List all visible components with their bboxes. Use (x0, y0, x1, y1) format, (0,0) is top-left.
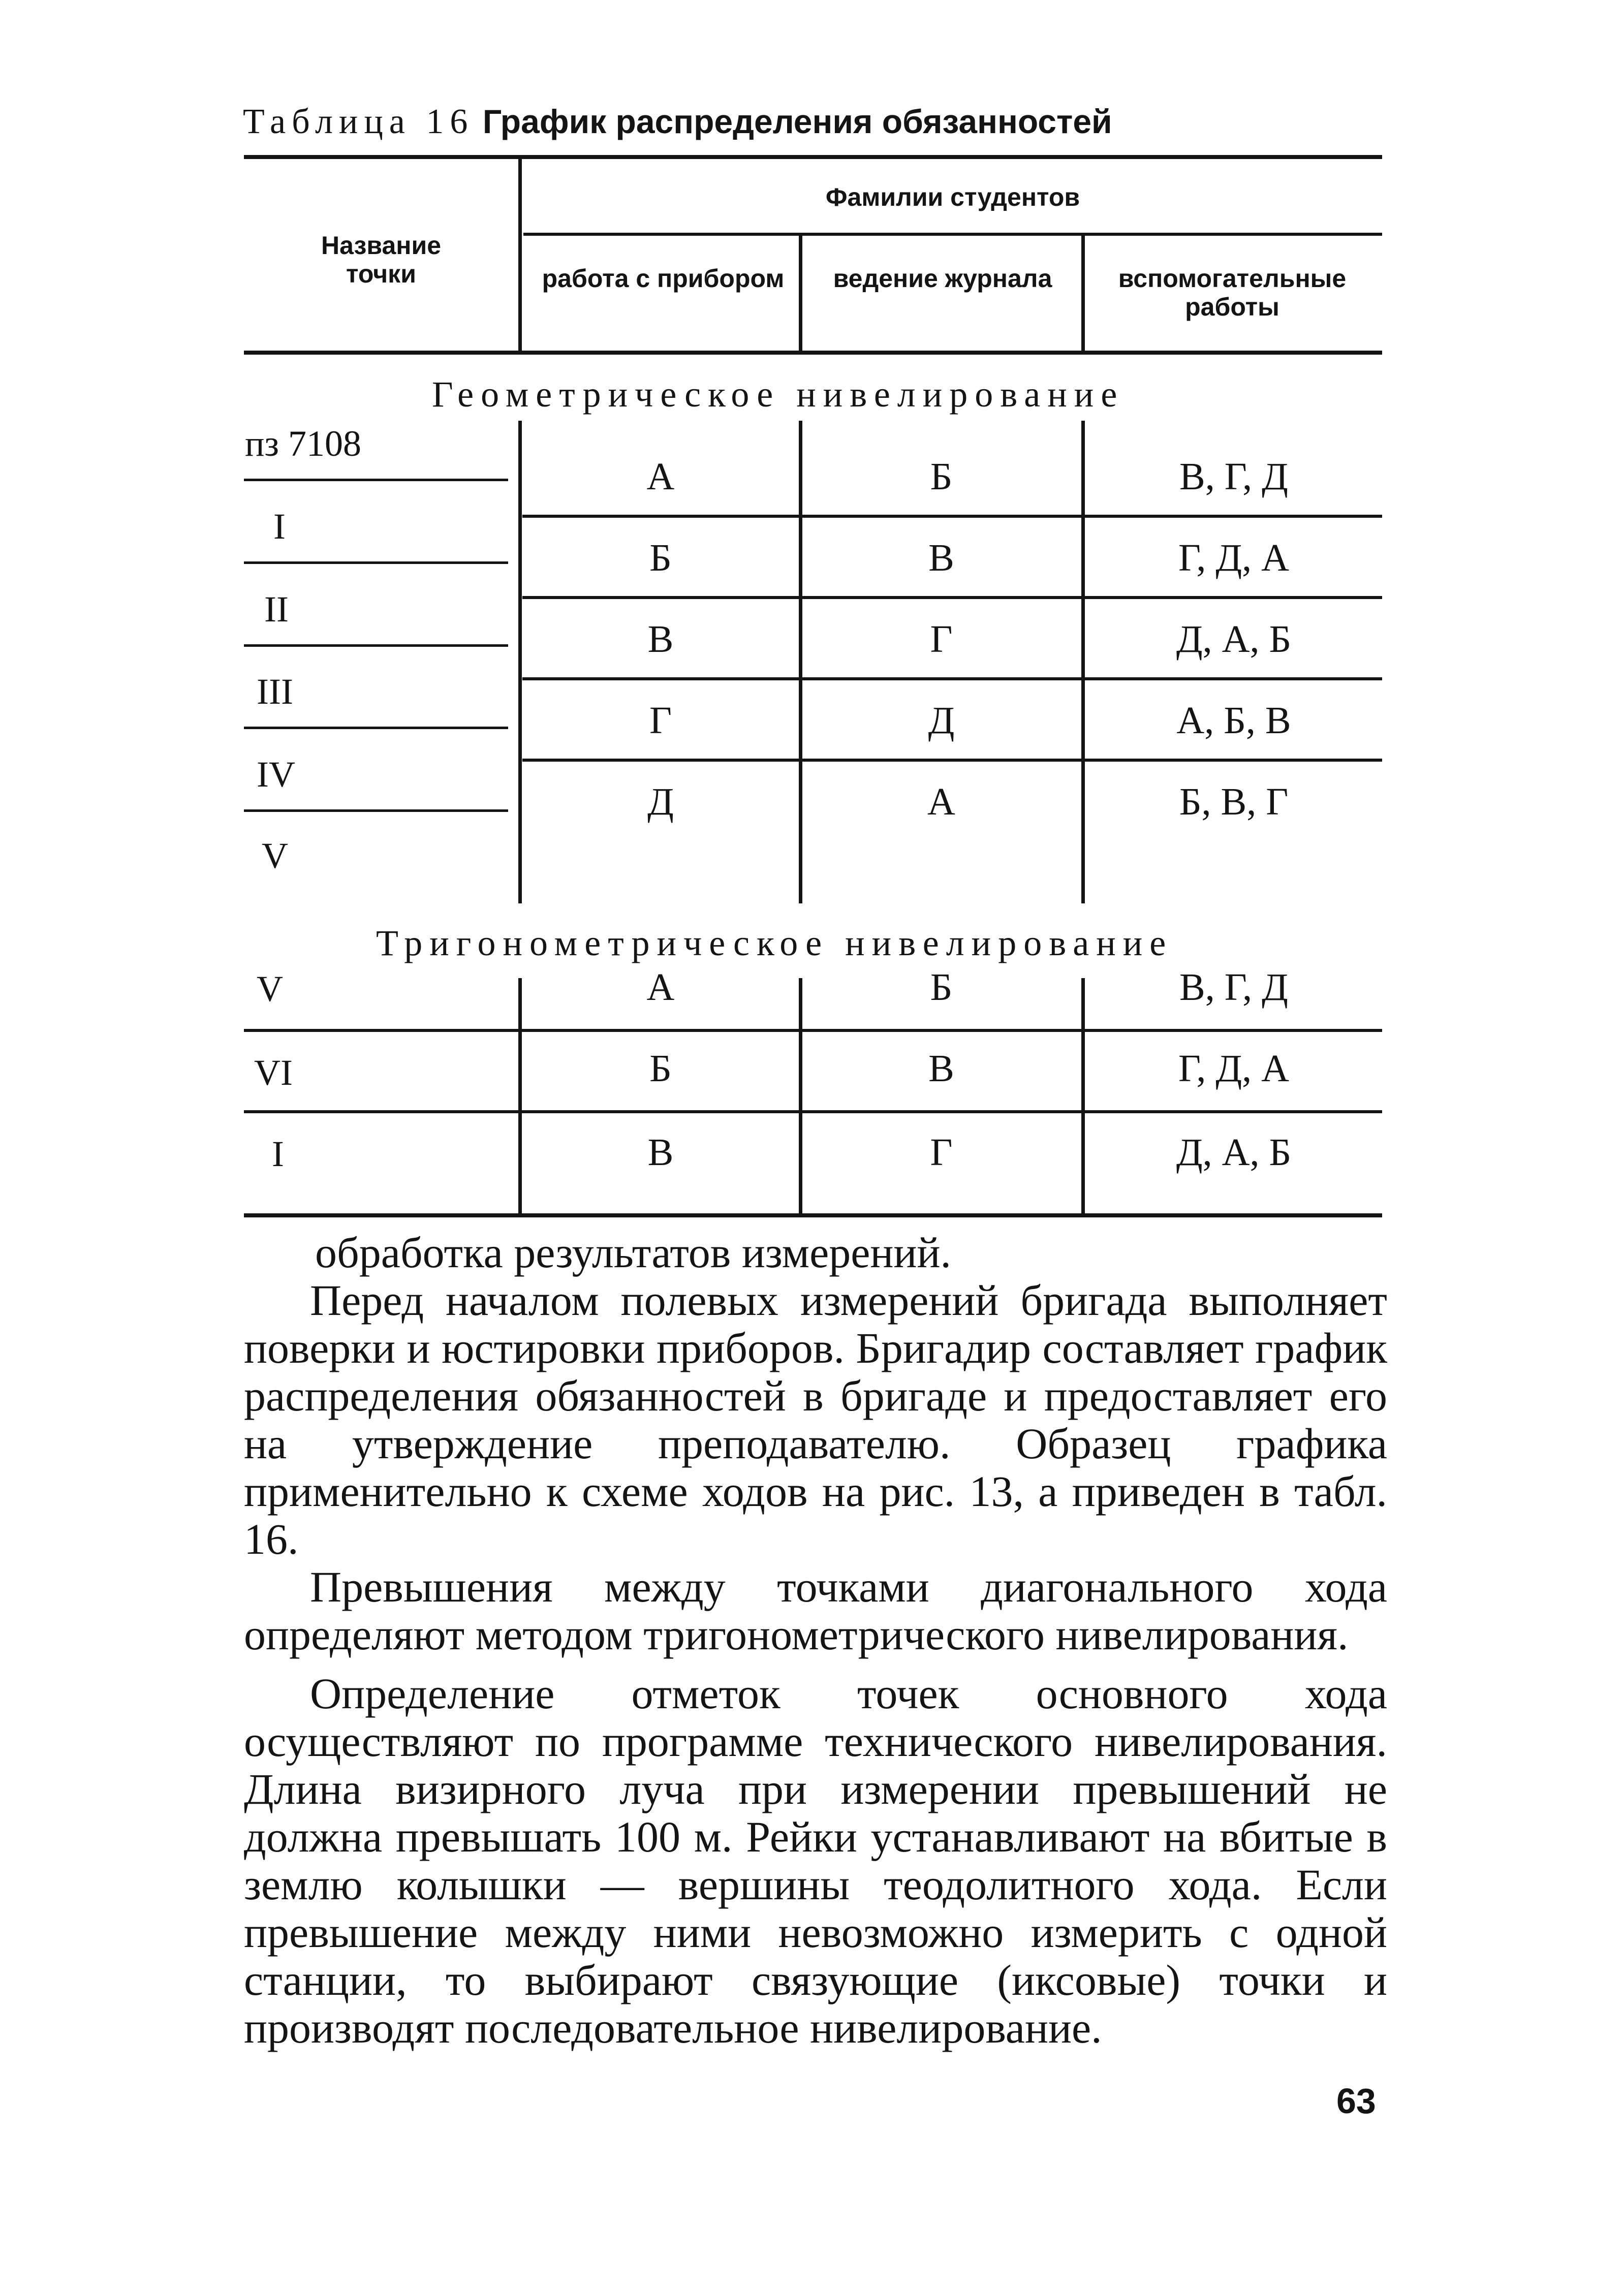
geo-cell: Г, Д, А (1178, 537, 1290, 579)
trig-divider-3 (1081, 978, 1085, 1214)
table-caption-title: График распределения обязанностей (482, 103, 1112, 140)
geo-cell: Б, В, Г (1179, 780, 1289, 823)
trig-point: VI (254, 1052, 293, 1093)
geo-divider-1 (518, 421, 522, 903)
trig-row-rule-1 (244, 1029, 1382, 1032)
header-col-journal: ведение журнала (833, 264, 1052, 293)
paragraph: Перед началом полевых измерений бригада выполняет поверки и юстировки приборов. Бригадир составляет график распределения обязанностей в бригаде и предоставляет его на утверждение преподавателю. Образец графика применительно к схеме ходов на рис. 13, а приведен в табл. 16. (244, 1276, 1387, 1563)
geo-cell: Д (928, 699, 955, 742)
geo-point: пз 7108 (245, 423, 361, 464)
paragraph: обработка результатов измерений. (315, 1228, 951, 1277)
geo-point: I (273, 506, 286, 547)
geo-cell: Б (930, 455, 953, 498)
trig-point: V (257, 968, 283, 1009)
header-divider-3 (1081, 236, 1085, 351)
geo-row-rule-1 (522, 515, 1382, 518)
geo-point-rule-3 (244, 644, 508, 647)
trig-cell: Б (930, 966, 953, 1009)
geo-point-rule-2 (244, 561, 508, 564)
geo-point: IV (257, 754, 295, 795)
geo-row-rule-3 (522, 677, 1382, 680)
trig-divider-2 (799, 978, 802, 1214)
geo-cell: Г (930, 618, 953, 661)
trig-cell: В, Г, Д (1179, 966, 1288, 1009)
table-caption (243, 102, 1112, 142)
page-number: 63 (1336, 2081, 1376, 2121)
trig-row-rule-2 (244, 1110, 1382, 1113)
trig-cell: Б (649, 1047, 672, 1090)
trig-divider-1 (518, 978, 522, 1214)
table-top-rule (244, 155, 1382, 159)
paragraph: Превышения между точками диагонального хода определяют методом тригонометрического нивелирования. (244, 1562, 1387, 1659)
geo-point-rule-5 (244, 809, 508, 812)
geo-cell: В (647, 618, 674, 661)
paragraph: Определение отметок точек основного хода осуществляют по программе технического нивелирования. Длина визирного луча при измерении превышений не должна превышать 100 м. Рейки устанавливают на вбитые в землю колышки — вершины теодолитного хода. Если превышение между ними невозможно измерить с одной станции, то выбирают связующие (иксовые) точки и производят последовательное нивелирование. (244, 1669, 1387, 2052)
trig-point: I (272, 1134, 284, 1174)
header-col-auxiliary: вспомогательные работы (1118, 264, 1347, 321)
geo-point: II (264, 589, 289, 630)
header-bottom-rule (244, 351, 1382, 355)
table-caption-label: Таблица 16 (243, 102, 474, 141)
geo-cell: Д (647, 780, 674, 823)
geo-divider-3 (1081, 421, 1085, 903)
header-divider-2 (799, 236, 802, 351)
geo-cell: В (928, 537, 954, 579)
geo-cell: Д, А, Б (1176, 618, 1292, 661)
trig-cell: В (928, 1047, 954, 1090)
trig-cell: В (647, 1131, 674, 1174)
table-bottom-rule (244, 1213, 1382, 1217)
geo-divider-2 (799, 421, 802, 903)
header-point-name: Название точки (321, 231, 441, 288)
geo-cell: А (646, 455, 675, 498)
geo-cell: Г (649, 699, 672, 742)
geo-point-rule-1 (244, 479, 508, 481)
geo-cell: В, Г, Д (1179, 455, 1288, 498)
geo-point: III (257, 671, 293, 712)
header-col-instrument: работа с прибором (542, 264, 785, 293)
trigonometric-section-title: Тригонометрическое нивелирование (376, 923, 1173, 963)
header-divider-1 (518, 159, 522, 351)
trig-cell: А (646, 966, 675, 1009)
header-students-group: Фамилии студентов (825, 183, 1080, 211)
header-subrule (523, 233, 1382, 236)
geo-cell: Б (649, 537, 672, 579)
geo-row-rule-2 (522, 596, 1382, 599)
geo-row-rule-4 (522, 759, 1382, 762)
geometric-section-title: Геометрическое нивелирование (432, 374, 1125, 415)
geo-point: V (262, 835, 288, 876)
geo-cell: А (927, 780, 955, 823)
trig-cell: Г (930, 1131, 953, 1174)
trig-cell: Д, А, Б (1176, 1131, 1292, 1174)
body-text (244, 1229, 1387, 2052)
trig-cell: Г, Д, А (1178, 1047, 1290, 1090)
geo-point-rule-4 (244, 727, 508, 729)
geo-cell: А, Б, В (1176, 699, 1291, 742)
